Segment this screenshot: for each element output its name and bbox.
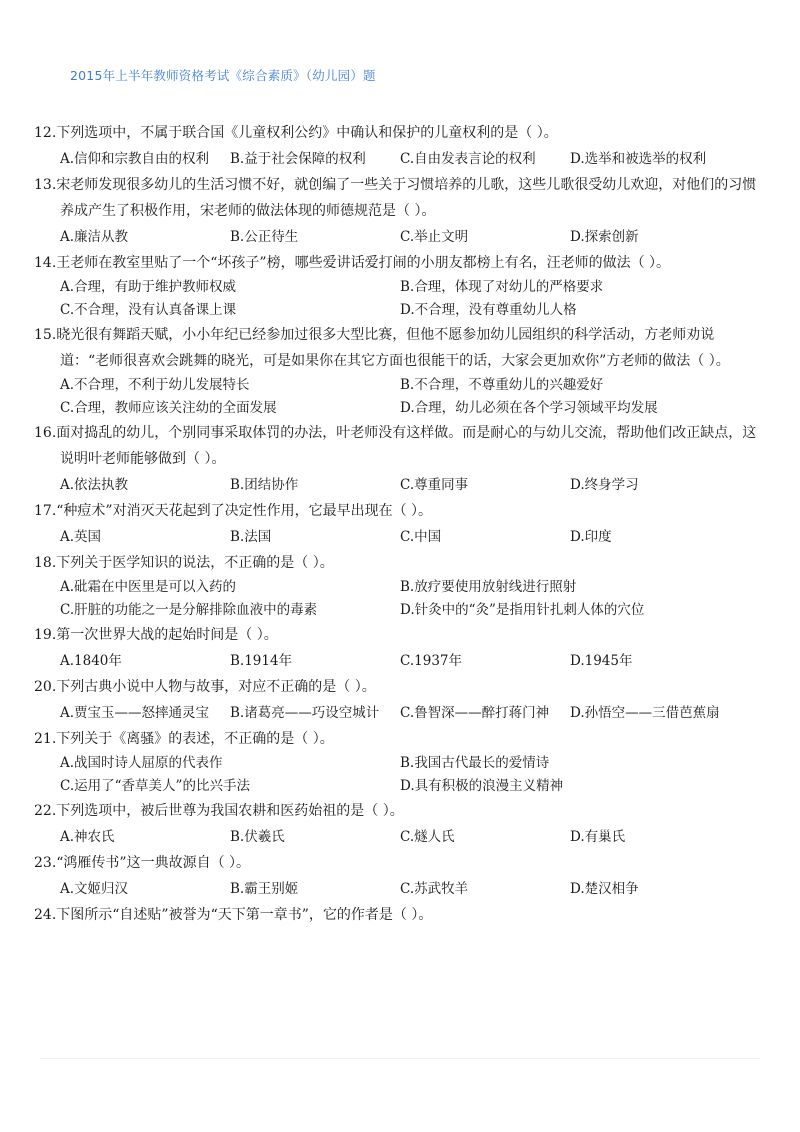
question-stem: 15.晓光很有舞蹈天赋，小小年纪已经参加过很多大型比赛，但他不愿参加幼儿园组织的科学活动，方老师劝说道：“老师很喜欢会跳舞的晓光，可是如果你在其它方面也很能干的话，大家会更加欢你”方老师的做法（ ）。 bbox=[34, 327, 730, 369]
question-stem: 13.宋老师发现很多幼儿的生活习惯不好，就创编了一些关于习惯培养的儿歌，这些儿歌很受幼儿欢迎，对他们的习惯养成产生了积极作用，宋老师的做法体现的师德规范是（ ）。 bbox=[34, 177, 757, 219]
answer-option[interactable]: A.神农氏 bbox=[60, 829, 115, 845]
question-item bbox=[34, 674, 760, 726]
answer-option[interactable]: D.印度 bbox=[570, 529, 612, 545]
question-options bbox=[34, 472, 760, 498]
answer-option[interactable]: C.1937年 bbox=[400, 653, 462, 669]
answer-option[interactable]: C.燧人氏 bbox=[400, 829, 455, 845]
question-stem: 17.“种痘术”对消灭天花起到了决定性作用，它最早出现在（ ）。 bbox=[34, 503, 433, 519]
answer-option[interactable]: C.合理，教师应该关注幼的全面发展 bbox=[60, 400, 277, 416]
question-stem: 24.下图所示“自述贴”被誉为“天下第一章书”，它的作者是（ ）。 bbox=[34, 907, 433, 923]
answer-option[interactable]: D.不合理，没有尊重幼儿人格 bbox=[400, 302, 577, 318]
answer-option[interactable]: A.合理，有助于维护教师权威 bbox=[60, 279, 237, 295]
question-options bbox=[34, 576, 760, 622]
question-stem: 14.王老师在教室里贴了一个“坏孩子”榜，哪些爱讲话爱打闹的小朋友都榜上有名，汪老师的做法（ ）。 bbox=[34, 255, 671, 271]
answer-option[interactable]: A.信仰和宗教自由的权利 bbox=[60, 151, 210, 167]
answer-option[interactable]: A.廉洁从教 bbox=[60, 229, 129, 245]
answer-option[interactable]: A.战国时诗人屈原的代表作 bbox=[60, 755, 223, 771]
question-options bbox=[34, 700, 760, 726]
answer-option[interactable]: D.探索创新 bbox=[570, 229, 639, 245]
question-item bbox=[34, 322, 760, 420]
answer-option[interactable]: C.中国 bbox=[400, 529, 442, 545]
answer-option[interactable]: B.伏羲氏 bbox=[230, 829, 285, 845]
question-options bbox=[34, 374, 760, 420]
question-stem: 16.面对捣乱的幼儿，个别同事采取体罚的办法，叶老师没有这样做。而是耐心的与幼儿交流，帮助他们改正缺点，这说明叶老师能够做到（ ）。 bbox=[34, 425, 757, 467]
question-options bbox=[34, 146, 760, 172]
answer-option[interactable]: D.有巢氏 bbox=[570, 829, 626, 845]
question-stem: 22.下列选项中，被后世尊为我国农耕和医药始祖的是（ ）。 bbox=[34, 803, 404, 819]
answer-option[interactable]: A.1840年 bbox=[60, 653, 122, 669]
document-header-title: 2015年上半年教师资格考试《综合素质》（幼儿园）题 bbox=[70, 68, 376, 83]
question-item bbox=[34, 850, 760, 902]
question-item bbox=[34, 498, 760, 550]
question-stem: 20.下列古典小说中人物与故事，对应不正确的是（ ）。 bbox=[34, 679, 376, 695]
question-options bbox=[34, 876, 760, 902]
answer-option[interactable]: B.法国 bbox=[230, 529, 272, 545]
answer-option[interactable]: B.我国古代最长的爱情诗 bbox=[400, 755, 550, 771]
question-options bbox=[34, 276, 760, 322]
question-stem: 12.下列选项中，不属于联合国《儿童权利公约》中确认和保护的儿童权利的是（ ）。 bbox=[34, 125, 558, 141]
answer-option[interactable]: A.砒霜在中医里是可以入药的 bbox=[60, 579, 237, 595]
question-item bbox=[34, 902, 760, 928]
answer-option[interactable]: C.肝脏的功能之一是分解排除血液中的毒素 bbox=[60, 602, 318, 618]
question-item bbox=[34, 622, 760, 674]
question-item bbox=[34, 172, 760, 250]
answer-option[interactable]: B.诸葛亮——巧设空城计 bbox=[230, 705, 380, 721]
question-item bbox=[34, 420, 760, 498]
question-item bbox=[34, 726, 760, 798]
answer-option[interactable]: C.苏武牧羊 bbox=[400, 881, 469, 897]
question-options bbox=[34, 824, 760, 850]
question-item bbox=[34, 798, 760, 850]
answer-option[interactable]: C.鲁智深——醉打蒋门神 bbox=[400, 705, 550, 721]
question-stem: 18.下列关于医学知识的说法，不正确的是（ ）。 bbox=[34, 555, 334, 571]
question-item bbox=[34, 250, 760, 322]
answer-option[interactable]: B.公正待生 bbox=[230, 229, 299, 245]
answer-option[interactable]: B.1914年 bbox=[230, 653, 293, 669]
question-item bbox=[34, 120, 760, 172]
answer-option[interactable]: D.楚汉相争 bbox=[570, 881, 639, 897]
page-footer-divider bbox=[40, 1058, 760, 1059]
question-stem: 23.“鸿雁传书”这一典故源自（ ）。 bbox=[34, 855, 251, 871]
question-list bbox=[34, 120, 760, 928]
answer-option[interactable]: B.不合理，不尊重幼儿的兴趣爱好 bbox=[400, 377, 604, 393]
question-item bbox=[34, 550, 760, 622]
answer-option[interactable]: D.针灸中的“灸”是指用针扎刺人体的穴位 bbox=[400, 602, 645, 618]
answer-option[interactable]: B.合理，体现了对幼儿的严格要求 bbox=[400, 279, 604, 295]
answer-option[interactable]: D.终身学习 bbox=[570, 477, 639, 493]
answer-option[interactable]: A.文姬归汉 bbox=[60, 881, 129, 897]
answer-option[interactable]: C.不合理，没有认真备课上课 bbox=[60, 302, 237, 318]
question-stem: 19.第一次世界大战的起始时间是（ ）。 bbox=[34, 627, 278, 643]
answer-option[interactable]: D.合理，幼儿必须在各个学习领域平均发展 bbox=[400, 400, 658, 416]
question-options bbox=[34, 524, 760, 550]
question-options bbox=[34, 648, 760, 674]
question-options bbox=[34, 224, 760, 250]
answer-option[interactable]: C.举止文明 bbox=[400, 229, 469, 245]
answer-option[interactable]: D.1945年 bbox=[570, 653, 633, 669]
answer-option[interactable]: C.运用了“香草美人”的比兴手法 bbox=[60, 778, 250, 794]
answer-option[interactable]: B.团结协作 bbox=[230, 477, 299, 493]
answer-option[interactable]: A.不合理，不利于幼儿发展特长 bbox=[60, 377, 250, 393]
answer-option[interactable]: B.益于社会保障的权利 bbox=[230, 151, 366, 167]
answer-option[interactable]: A.依法执教 bbox=[60, 477, 129, 493]
answer-option[interactable]: D.孙悟空——三借芭蕉扇 bbox=[570, 705, 720, 721]
answer-option[interactable]: B.霸王别姬 bbox=[230, 881, 299, 897]
question-options bbox=[34, 752, 760, 798]
answer-option[interactable]: A.贾宝玉——怒摔通灵宝 bbox=[60, 705, 210, 721]
answer-option[interactable]: D.选举和被选举的权利 bbox=[570, 151, 707, 167]
answer-option[interactable]: B.放疗要使用放射线进行照射 bbox=[400, 579, 577, 595]
answer-option[interactable]: C.自由发表言论的权利 bbox=[400, 151, 536, 167]
answer-option[interactable]: D.具有积极的浪漫主义精神 bbox=[400, 778, 564, 794]
question-stem: 21.下列关于《离骚》的表述，不正确的是（ ）。 bbox=[34, 731, 334, 747]
answer-option[interactable]: A.英国 bbox=[60, 529, 102, 545]
answer-option[interactable]: C.尊重同事 bbox=[400, 477, 469, 493]
